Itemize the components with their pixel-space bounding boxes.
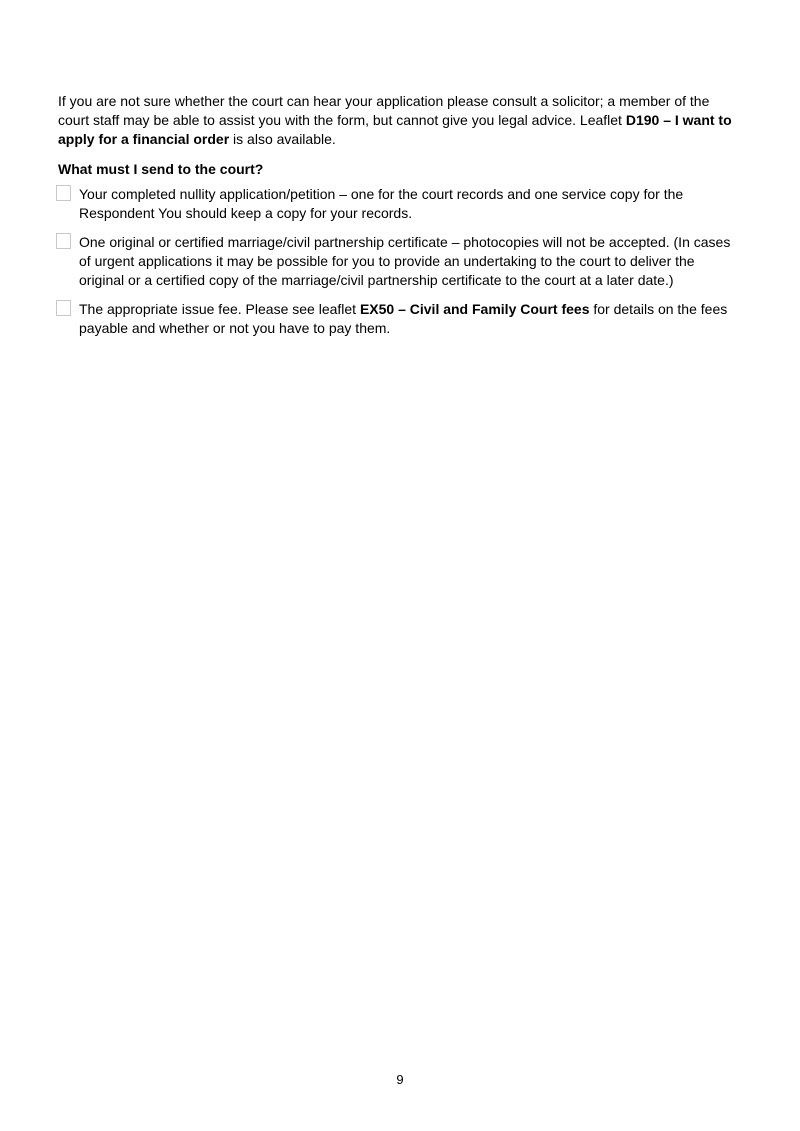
item-text-before: Your completed nullity application/petition – one for the court records and one service copy for the Respondent You should keep a copy for your records. [79, 186, 684, 221]
checklist [58, 185, 742, 338]
page-number: 9 [396, 1072, 404, 1087]
checklist-item-text [79, 300, 742, 338]
item-text-before: The appropriate issue fee. Please see leaflet [79, 301, 360, 317]
checklist-item-nullity-application [56, 185, 742, 223]
item-text-before: One original or certified marriage/civil partnership certificate – photocopies will not be accepted. (In cases of urgent applications it may be possible for you to provide an undertaking to the court to deliver the original or a certified copy of the marriage/civil partnership certificate to the court at a later date.) [79, 234, 731, 288]
leaflet-d190-reference: D190 – I want to apply for a financial order [58, 112, 732, 147]
intro-paragraph [58, 92, 742, 149]
checkbox-nullity-application[interactable] [56, 185, 71, 201]
item-text-after: for details on the fees payable and whether or not you have to pay them. [79, 301, 728, 336]
intro-text-before: If you are not sure whether the court can hear your application please consult a solicitor; a member of the court staff may be able to assist you with the form, but cannot give you legal advice. Leaflet [58, 93, 710, 128]
page-content [58, 92, 742, 348]
intro-text-after: is also available. [229, 131, 336, 147]
checklist-item-text [79, 185, 742, 223]
leaflet-ex50-reference: EX50 – Civil and Family Court fees [359, 301, 590, 317]
checklist-item-marriage-certificate [56, 233, 742, 290]
checkbox-issue-fee[interactable] [56, 300, 71, 316]
section-heading: What must I send to the court? [58, 161, 264, 177]
checklist-item-text [79, 233, 742, 290]
checklist-item-issue-fee [56, 300, 742, 338]
checkbox-marriage-certificate[interactable] [56, 233, 71, 249]
